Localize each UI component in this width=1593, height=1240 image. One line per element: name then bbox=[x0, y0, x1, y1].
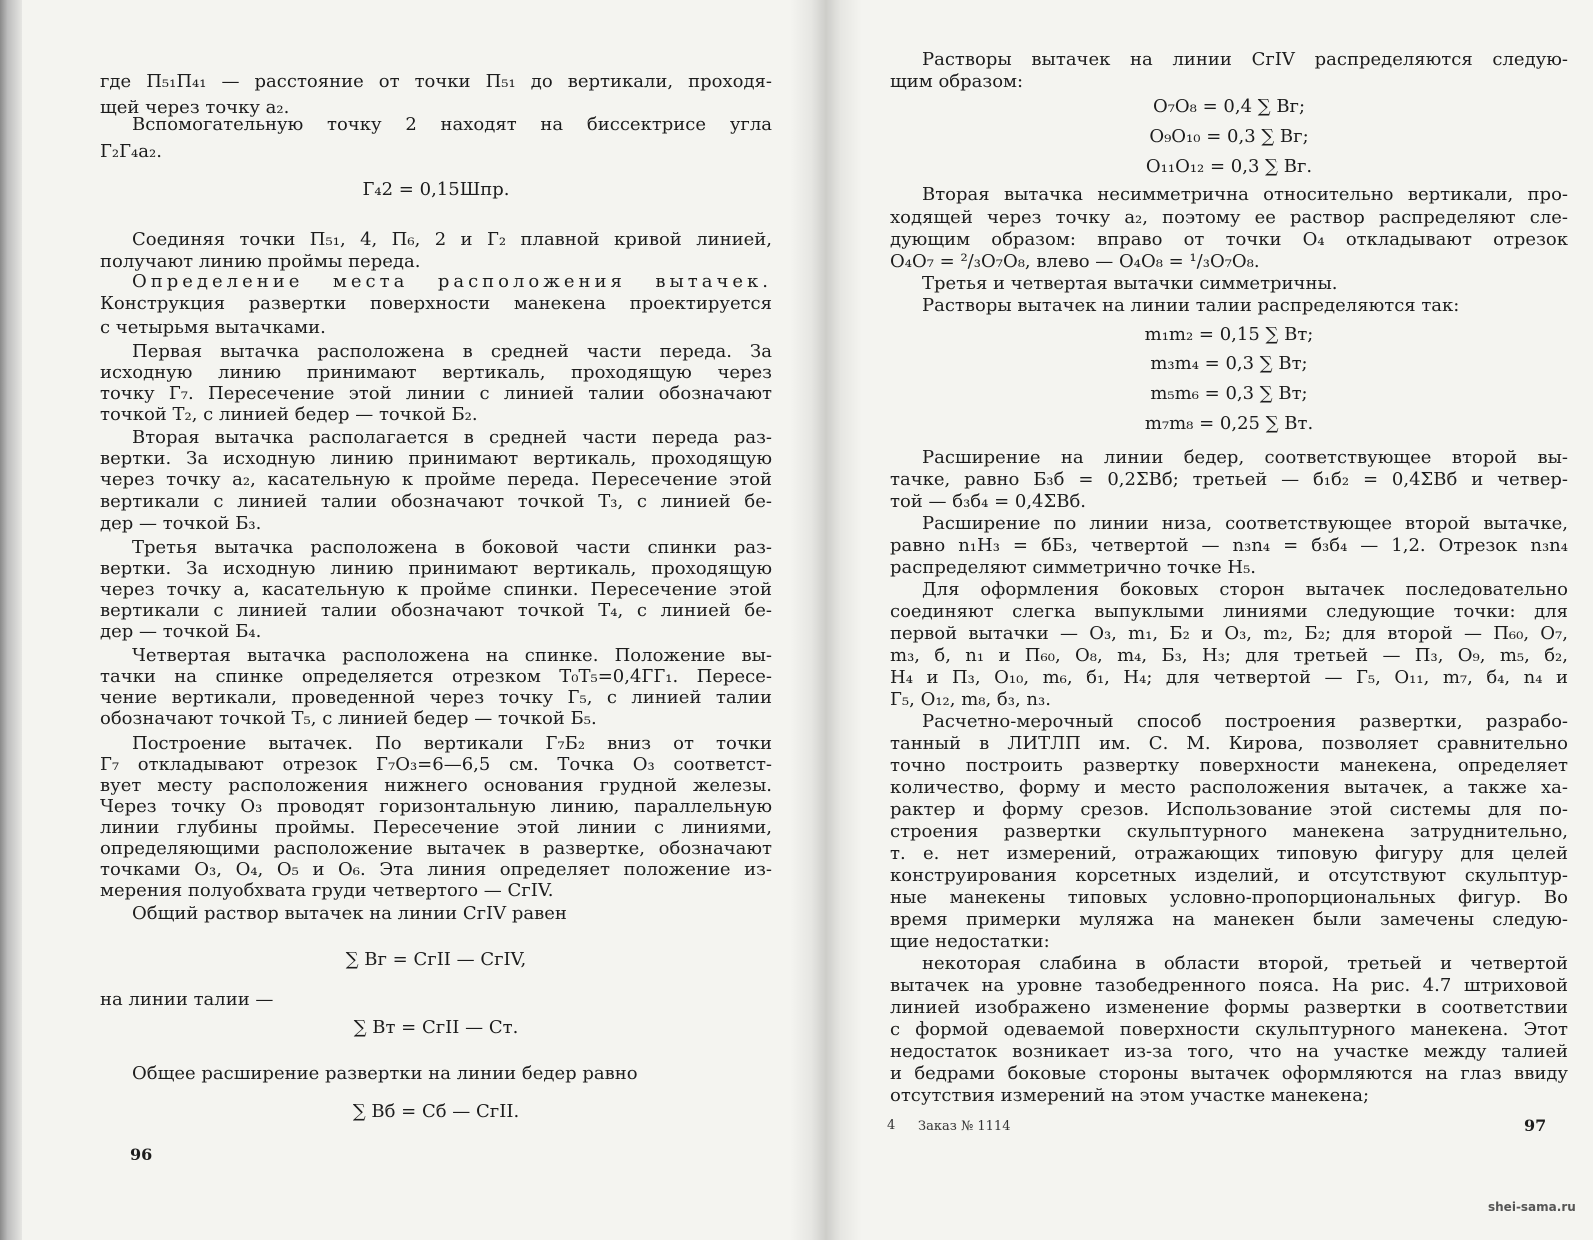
text-line: Через точку О₃ проводят горизонтальную линию, параллельную bbox=[100, 796, 772, 817]
text-line: Третья вытачка расположена в боковой части спинки раз- bbox=[132, 537, 772, 558]
text-line: вертки. За исходную линию принимают вертикаль, проходящую bbox=[100, 448, 772, 469]
text-line: Г₇ откладывают отрезок Г₇О₃=6—6,5 см. Точка О₃ соответст- bbox=[100, 754, 772, 775]
text-line: мерения полуобхвата груди четвертого — CгIV. bbox=[100, 880, 554, 901]
text-line: исходную линию принимают вертикаль, проходящую через bbox=[100, 362, 772, 383]
text-line: через точку a, касательную к пройме спинки. Пересечение этой bbox=[100, 579, 772, 600]
text-line: щим образом: bbox=[890, 71, 1024, 92]
text-line: щие недостатки: bbox=[890, 931, 1050, 952]
text-line: с формой одеваемой поверхности скульптурного манекена. Этот bbox=[890, 1019, 1568, 1040]
text-line: строения развертки скульптурного манекена затруднительно, bbox=[890, 821, 1568, 842]
text-line: Растворы вытачек на линии талии распределяются так: bbox=[922, 295, 1460, 316]
order-note: Заказ № 1114 bbox=[918, 1119, 1011, 1134]
text-line: той — б₃б₄ = 0,4ΣВб. bbox=[890, 491, 1087, 512]
text-line: Расчетно-мерочный способ построения развертки, разрабо- bbox=[922, 711, 1568, 732]
text-line: распределяют симметрично точке Н₅. bbox=[890, 557, 1257, 578]
text-line: Вторая вытачка несимметрична относительно вертикали, про- bbox=[922, 184, 1568, 205]
text-line: Г₂Г₄a₂. bbox=[100, 141, 162, 162]
text-line: Вторая вытачка располагается в средней части переда раз- bbox=[132, 427, 772, 448]
text-line: линией изображено изменение формы развертки в соответствии bbox=[890, 997, 1568, 1018]
formula: О₇О₈ = 0,4 ∑ Вг; bbox=[1152, 96, 1306, 117]
text-line: недостаток возникает из-за того, что на участке между талией bbox=[890, 1041, 1568, 1062]
text-line: танный в ЛИТЛП им. С. М. Кирова, позволяет сравнительно bbox=[890, 733, 1568, 754]
text-line: т. е. нет измерений, отражающих типовую фигуру для целей bbox=[890, 843, 1568, 864]
formula: m₅m₆ = 0,3 ∑ Вт; bbox=[1150, 383, 1308, 404]
text-line: Общее расширение развертки на линии бедер равно bbox=[132, 1063, 638, 1084]
text-line: щей через точку a₂. bbox=[100, 97, 290, 118]
text-line: вертикали с линией талии обозначают точкой Т₃, с линией бе- bbox=[100, 491, 772, 512]
page-number-right: 97 bbox=[1524, 1116, 1547, 1135]
text-line: тачки на спинке определяется отрезком Т₀Т₅=0,4ГГ₁. Пересе- bbox=[100, 666, 772, 687]
text-line: обозначают точкой Т₅, с линией бедер — точкой Б₅. bbox=[100, 708, 597, 729]
formula: ∑ Вг = CгII — CгIV, bbox=[345, 949, 527, 970]
text-line: тачке, равно Б₃б = 0,2ΣВб; третьей — б₁б₂ = 0,4ΣВб и четвер- bbox=[890, 469, 1568, 490]
text-line: рактер и форму срезов. Использование этой системы для по- bbox=[890, 799, 1568, 820]
text-line: отсутствия измерений на этом участке манекена; bbox=[890, 1085, 1370, 1106]
formula: Г₄2 = 0,15Шпр. bbox=[362, 179, 510, 200]
formula: ∑ Вб = Cб — CгII. bbox=[352, 1101, 520, 1122]
text-line: Для оформления боковых сторон вытачек последовательно bbox=[922, 579, 1568, 600]
formula: m₁m₂ = 0,15 ∑ Вт; bbox=[1144, 324, 1314, 345]
text-line: соединяют слегка выпуклыми линиями следующие точки: для bbox=[890, 601, 1568, 622]
signature-mark: 4 bbox=[887, 1118, 896, 1133]
page-number-left: 96 bbox=[130, 1145, 153, 1164]
text-line: линии глубины проймы. Пересечение этой линии с линиями, bbox=[100, 817, 772, 838]
text-line: где П₅₁П₄₁ — расстояние от точки П₅₁ до вертикали, проходя- bbox=[100, 71, 772, 92]
text-line: вертки. За исходную линию принимают вертикаль, проходящую bbox=[100, 558, 772, 579]
text-line: Вспомогательную точку 2 находят на биссектрисе угла bbox=[132, 114, 772, 135]
text-line: Третья и четвертая вытачки симметричны. bbox=[922, 273, 1338, 294]
text-line: Первая вытачка расположена в средней части переда. За bbox=[132, 341, 772, 362]
text-line: Конструкция развертки поверхности манекена проектируется bbox=[100, 293, 772, 314]
text-line: точками О₃, О₄, О₅ и О₆. Эта линия определяет положение из- bbox=[100, 859, 772, 880]
text-line: Четвертая вытачка расположена на спинке. Положение вы- bbox=[132, 645, 772, 666]
text-line: ные манекены типовых условно-пропорциональных фигур. Во bbox=[890, 887, 1568, 908]
text-line: вытачек на уровне тазобедренного пояса. На рис. 4.7 штриховой bbox=[890, 975, 1568, 996]
text-line: чение вертикали, проведенной через точку Г₅, с линией талии bbox=[100, 687, 772, 708]
text-line: точно построить развертку поверхности манекена, определяет bbox=[890, 755, 1568, 776]
text-line: на линии талии — bbox=[100, 989, 274, 1010]
text-line: конструирования корсетных изделий, и отсутствуют скульптур- bbox=[890, 865, 1568, 886]
text-line: Растворы вытачек на линии CгIV распределяются следую- bbox=[922, 49, 1568, 70]
book-gutter bbox=[790, 0, 862, 1240]
text-line: дер — точкой Б₃. bbox=[100, 513, 262, 534]
text-line: Построение вытачек. По вертикали Г₇Б₂ вниз от точки bbox=[132, 733, 772, 754]
text-line: дующим образом: вправо от точки О₄ откладывают отрезок bbox=[890, 229, 1568, 250]
text-line: и бедрами боковые стороны вытачек оформляются на глаз ввиду bbox=[890, 1063, 1568, 1084]
formula: ∑ Вт = CгII — Cт. bbox=[353, 1017, 519, 1038]
text-line: m₃, б, n₁ и П₆₀, О₈, m₄, Б₃, Н₃; для третьей — П₃, О₉, m₅, б₂, bbox=[890, 645, 1568, 666]
text-line: первой вытачки — О₃, m₁, Б₂ и О₃, m₂, Б₂; для второй — П₆₀, О₇, bbox=[890, 623, 1568, 644]
text-line: через точку a₂, касательную к пройме переда. Пересечение этой bbox=[100, 469, 772, 490]
text-line: дер — точкой Б₄. bbox=[100, 621, 262, 642]
text-line: получают линию проймы переда. bbox=[100, 251, 421, 272]
text-line: некоторая слабина в области второй, третьей и четвертой bbox=[922, 953, 1568, 974]
text-line: определяющими расположение вытачек в развертке, обозначают bbox=[100, 838, 772, 859]
text-line: ходящей через точку a₂, поэтому ее раствор распределяют сле- bbox=[890, 207, 1568, 228]
section-heading: Определение места расположения вытачек. bbox=[132, 271, 772, 292]
text-line: Расширение по линии низа, соответствующее второй вытачке, bbox=[922, 513, 1568, 534]
text-line: Г₅, О₁₂, m₈, б₃, n₃. bbox=[890, 689, 1051, 710]
formula: m₇m₈ = 0,25 ∑ Вт. bbox=[1144, 413, 1314, 434]
text-line: вует месту расположения нижнего основания грудной железы. bbox=[100, 775, 772, 796]
left-page bbox=[100, 0, 772, 1240]
text-line: точку Г₇. Пересечение этой линии с линией талии обозначают bbox=[100, 383, 772, 404]
text-line: время примерки муляжа на манекен были замечены следую- bbox=[890, 909, 1568, 930]
text-line: Соединяя точки П₅₁, 4, П₆, 2 и Г₂ плавной кривой линией, bbox=[132, 229, 772, 250]
text-line: О₄О₇ = ²/₃О₇О₈, влево — О₄О₈ = ¹/₃О₇О₈. bbox=[890, 251, 1260, 272]
text-line: Расширение на линии бедер, соответствующее второй вы- bbox=[922, 447, 1568, 468]
formula: О₉О₁₀ = 0,3 ∑ Вг; bbox=[1149, 126, 1309, 147]
formula: m₃m₄ = 0,3 ∑ Вт; bbox=[1150, 353, 1308, 374]
text-line: количество, форму и место расположения вытачек, а также ха- bbox=[890, 777, 1568, 798]
text-line: вертикали с линией талии обозначают точкой Т₄, с линией бе- bbox=[100, 600, 772, 621]
text-line: с четырьмя вытачками. bbox=[100, 317, 326, 338]
right-page bbox=[890, 0, 1568, 1240]
text-line: равно n₁Н₃ = бБ₃, четвертой — n₃n₄ = б₃б₄ — 1,2. Отрезок n₃n₄ bbox=[890, 535, 1568, 556]
text-line: Н₄ и П₃, О₁₀, m₆, б₁, Н₄; для четвертой — Г₅, О₁₁, m₇, б₄, n₄ и bbox=[890, 667, 1568, 688]
text-line: точкой Т₂, с линией бедер — точкой Б₂. bbox=[100, 404, 478, 425]
text-line: Общий раствор вытачек на линии CгIV равен bbox=[132, 903, 567, 924]
watermark: shei-sama.ru bbox=[1488, 1200, 1576, 1214]
book-left-edge bbox=[0, 0, 22, 1240]
formula: О₁₁О₁₂ = 0,3 ∑ Вг. bbox=[1145, 156, 1313, 177]
